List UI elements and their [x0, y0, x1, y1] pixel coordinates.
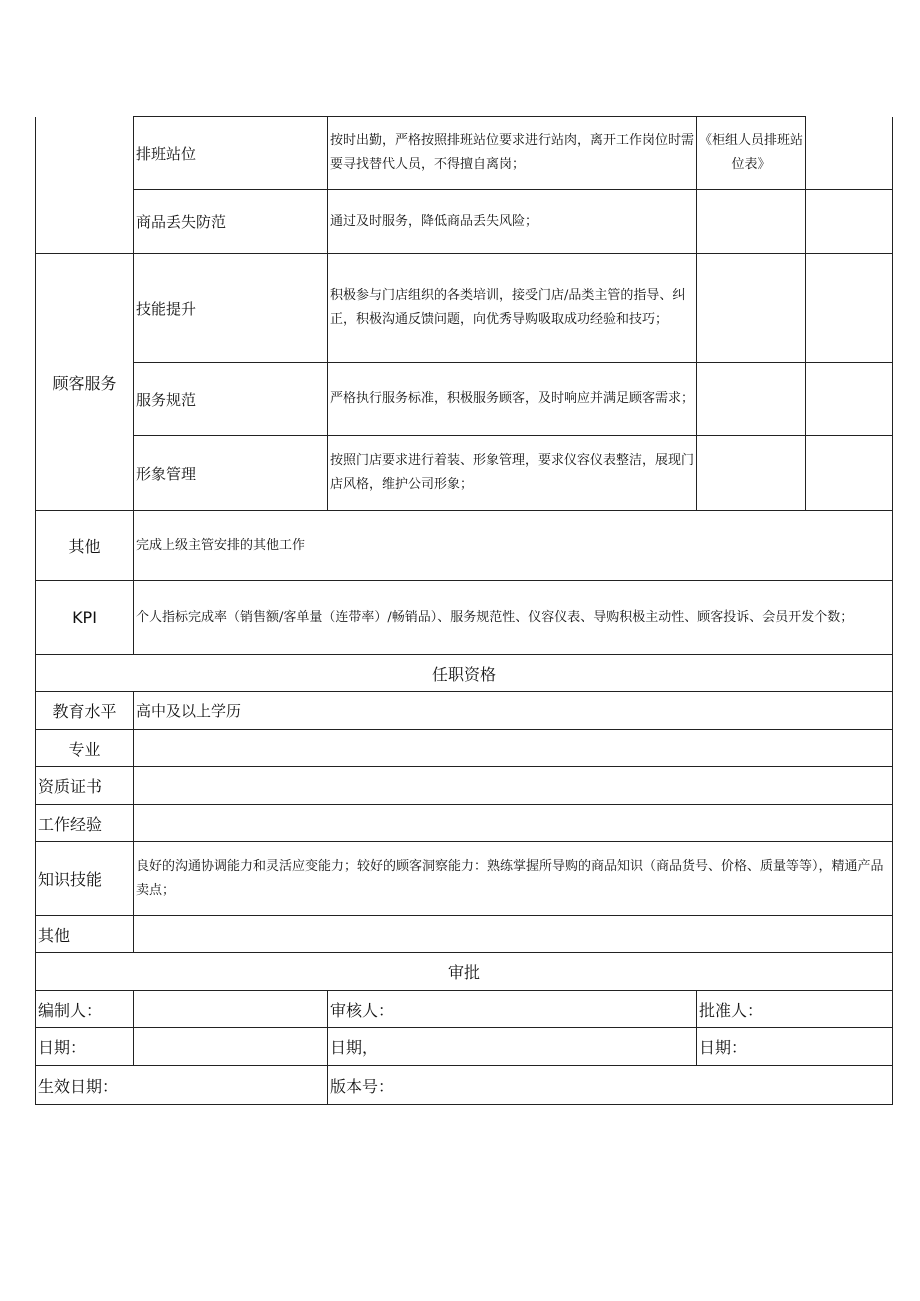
- table-row: [36, 511, 893, 581]
- table-row: [36, 991, 893, 1028]
- duty-description: 积极参与门店组织的各类培训，接受门店/品类主管的指导、纠正，积极沟通反馈问题，向优秀导购吸取成功经验和技巧；: [328, 254, 697, 363]
- duty-item: 技能提升: [134, 254, 328, 363]
- major-label: 专业: [36, 730, 134, 767]
- approver-label: 批准人：: [697, 991, 893, 1028]
- duty-extra-cell: [806, 117, 893, 190]
- certificate-label: 资质证书: [36, 767, 134, 805]
- duty-extra-cell: [806, 254, 893, 363]
- duty-category-cell: [36, 117, 134, 254]
- duty-description: 通过及时服务，降低商品丢失风险；: [328, 190, 697, 254]
- duty-description: 按照门店要求进行着装、形象管理，要求仪容仪表整洁，展现门店风格，维护公司形象；: [328, 436, 697, 511]
- duty-reference-doc: [697, 254, 806, 363]
- preparer-label: 编制人：: [36, 991, 134, 1028]
- table-row: [36, 842, 893, 916]
- duty-reference-doc: [697, 190, 806, 254]
- duty-reference-doc: [697, 363, 806, 436]
- kpi-description: 个人指标完成率（销售额/客单量（连带率）/畅销品）、服务规范性、仪容仪表、导购积极主动性、顾客投诉、会员开发个数；: [134, 581, 893, 655]
- duty-description: 严格执行服务标准，积极服务顾客，及时响应并满足顾客需求；: [328, 363, 697, 436]
- table-row: [36, 254, 893, 363]
- approver-date-label: 日期：: [697, 1028, 893, 1066]
- table-row: [36, 730, 893, 767]
- experience-label: 工作经验: [36, 805, 134, 842]
- experience-value: [134, 805, 893, 842]
- version-label: 版本号：: [328, 1066, 893, 1105]
- other-duty-description: 完成上级主管安排的其他工作: [134, 511, 893, 581]
- duty-description: 按时出勤，严格按照排班站位要求进行站肉，离开工作岗位时需要寻找替代人员，不得擅自离岗；: [328, 117, 697, 190]
- duty-extra-cell: [806, 436, 893, 511]
- preparer-value: [134, 991, 328, 1028]
- job-description-document: [35, 116, 892, 1105]
- table-row: [36, 767, 893, 805]
- duty-extra-cell: [806, 363, 893, 436]
- table-row: [36, 436, 893, 511]
- table-row: [36, 692, 893, 730]
- duty-reference-doc: 《柜组人员排班站位表》: [697, 117, 806, 190]
- other-duty-label: 其他: [36, 511, 134, 581]
- table-row: [36, 655, 893, 692]
- table-row: [36, 805, 893, 842]
- skills-label: 知识技能: [36, 842, 134, 916]
- table-row: [36, 117, 893, 190]
- reviewer-date-label: 日期，: [328, 1028, 697, 1066]
- qualification-other-label: 其他: [36, 916, 134, 953]
- preparer-date-value: [134, 1028, 328, 1066]
- table-row: [36, 1028, 893, 1066]
- duty-item: 服务规范: [134, 363, 328, 436]
- duty-extra-cell: [806, 190, 893, 254]
- skills-value: 良好的沟通协调能力和灵活应变能力；较好的顾客洞察能力：熟练掌握所导购的商品知识（商品货号、价格、质量等等），精通产品卖点；: [134, 842, 893, 916]
- table-row: [36, 916, 893, 953]
- table-row: [36, 363, 893, 436]
- duty-item: 形象管理: [134, 436, 328, 511]
- duty-item: 排班站位: [134, 117, 328, 190]
- table-row: [36, 581, 893, 655]
- preparer-date-label: 日期：: [36, 1028, 134, 1066]
- approval-header: 审批: [36, 953, 893, 991]
- table-row: [36, 190, 893, 254]
- major-value: [134, 730, 893, 767]
- duty-category-label: 顾客服务: [36, 254, 134, 511]
- table-row: [36, 1066, 893, 1105]
- education-value: 高中及以上学历: [134, 692, 893, 730]
- duty-item: 商品丢失防范: [134, 190, 328, 254]
- certificate-value: [134, 767, 893, 805]
- reviewer-label: 审核人：: [328, 991, 697, 1028]
- duty-reference-doc: [697, 436, 806, 511]
- effective-date-label: 生效日期：: [36, 1066, 328, 1105]
- table-row: [36, 953, 893, 991]
- duties-table: [35, 116, 893, 1105]
- education-label: 教育水平: [36, 692, 134, 730]
- qualifications-header: 任职资格: [36, 655, 893, 692]
- kpi-label: KPI: [36, 581, 134, 655]
- qualification-other-value: [134, 916, 893, 953]
